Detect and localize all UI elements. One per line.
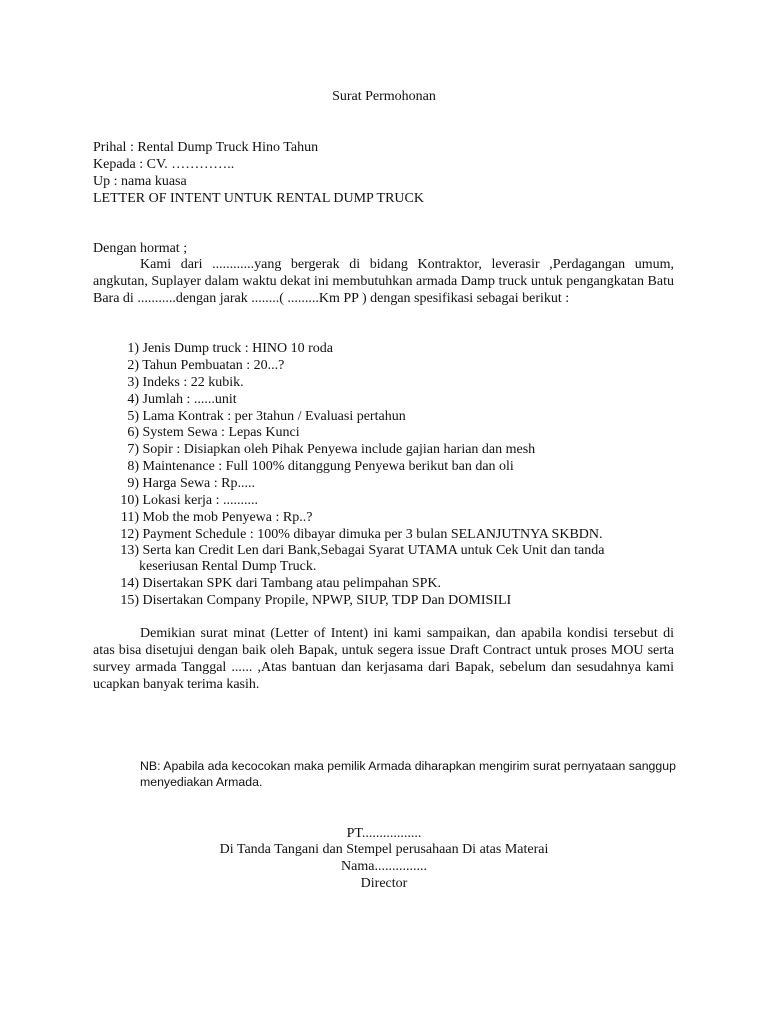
letter-title: Surat Permohonan — [332, 89, 436, 104]
item-number: 14) — [120, 576, 139, 591]
company-signature-line: PT................. — [346, 826, 422, 841]
item-number: 10) — [120, 493, 139, 508]
item-text: Indeks : 22 kubik. — [142, 375, 244, 390]
list-item — [112, 441, 672, 458]
item-number: 1) — [127, 341, 139, 356]
item-text: Lama Kontrak : per 3tahun / Evaluasi pertahun — [142, 409, 406, 424]
item-text: Mob the mob Penyewa : Rp..? — [142, 510, 313, 525]
item-text: Lokasi kerja : .......... — [142, 493, 258, 508]
signature-instruction: Di Tanda Tangani dan Stempel perusahaan Di atas Materai — [219, 842, 549, 857]
list-item — [112, 509, 672, 526]
item-text: Harga Sewa : Rp..... — [142, 476, 255, 491]
letter-of-intent-heading: LETTER OF INTENT UNTUK RENTAL DUMP TRUCK — [93, 191, 424, 206]
list-item — [112, 391, 672, 408]
list-item — [112, 475, 672, 492]
list-item — [112, 340, 672, 357]
item-number: 5) — [127, 409, 139, 424]
item-number: 15) — [120, 593, 139, 608]
subject-line: Prihal : Rental Dump Truck Hino Tahun — [93, 140, 319, 155]
list-item-continuation: keseriusan Rental Dump Truck. — [139, 559, 317, 574]
signer-name-line: Nama............... — [341, 859, 427, 874]
list-item — [112, 357, 672, 374]
list-item — [112, 374, 672, 391]
signer-role: Director — [360, 876, 408, 891]
item-text: System Sewa : Lepas Kunci — [142, 425, 300, 440]
list-item — [112, 458, 672, 475]
closing-text: Demikian surat minat (Letter of Intent) ini kami sampaikan, dan apabila kondisi tersebut di atas bisa disetujui dengan baik oleh Bapak, untuk segera issue Draft Contract untuk proses MOU serta survey armada Tanggal ...... ,Atas bantuan dan kerjasama dari Bapak, sebelum dan sesudahnya kami ucapkan banyak terima kasih. — [93, 626, 674, 692]
item-text: Jumlah : ......unit — [142, 392, 237, 407]
item-text: Disertakan Company Propile, NPWP, SIUP, TDP Dan DOMISILI — [142, 593, 512, 608]
item-text: Sopir : Disiapkan oleh Pihak Penyewa include gajian harian dan mesh — [142, 442, 536, 457]
greeting: Dengan hormat ; — [93, 241, 188, 256]
item-text: Disertakan SPK dari Tambang atau pelimpahan SPK. — [142, 576, 442, 591]
item-number: 2) — [127, 358, 139, 373]
list-item — [112, 408, 672, 425]
nb-note: NB: Apabila ada kecocokan maka pemilik Armada diharapkan mengirim surat pernyataan sanggup menyediakan Armada. — [140, 759, 676, 789]
item-number: 11) — [120, 510, 139, 525]
item-number: 9) — [127, 476, 139, 491]
list-item — [112, 575, 672, 592]
list-item — [112, 424, 672, 441]
item-number: 8) — [127, 459, 139, 474]
list-item — [112, 526, 672, 543]
item-number: 13) — [120, 543, 139, 558]
item-text: Serta kan Credit Len dari Bank,Sebagai Syarat UTAMA untuk Cek Unit dan tanda — [142, 543, 605, 558]
item-number: 6) — [127, 425, 139, 440]
intro-text: Kami dari ............yang bergerak di bidang Kontraktor, leverasir ,Perdagangan umum, angkutan, Suplayer dalam waktu dekat ini membutuhkan armada Damp truck untuk pengangkatan Batu Bara di ...........dengan jarak ........( .........Km PP ) dengan spesifikasi sebagai berikut : — [93, 257, 674, 306]
item-number: 7) — [127, 442, 139, 457]
recipient-line: Kepada : CV. ………….. — [93, 157, 235, 172]
item-number: 12) — [120, 527, 139, 542]
item-number: 3) — [127, 375, 139, 390]
item-text: Maintenance : Full 100% ditanggung Penyewa berikut ban dan oli — [142, 459, 514, 474]
item-text: Payment Schedule : 100% dibayar dimuka per 3 bulan SELANJUTNYA SKBDN. — [142, 527, 603, 542]
item-text: Jenis Dump truck : HINO 10 roda — [142, 341, 334, 356]
item-number: 4) — [127, 392, 139, 407]
list-item — [112, 592, 672, 609]
closing-paragraph — [93, 625, 674, 693]
list-item — [112, 492, 672, 509]
item-text: Tahun Pembuatan : 20...? — [142, 358, 285, 373]
intro-paragraph — [93, 256, 674, 307]
attention-line: Up : nama kuasa — [93, 174, 187, 189]
list-item — [112, 542, 672, 559]
